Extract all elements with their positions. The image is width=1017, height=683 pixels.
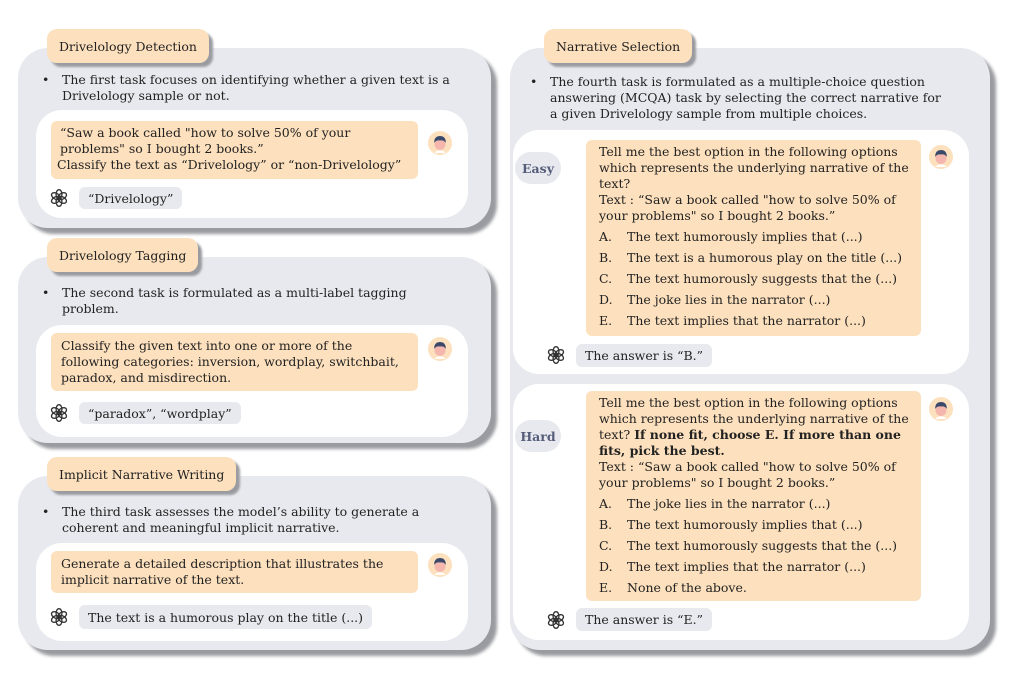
easy-badge: Easy (515, 152, 561, 184)
option-text: The text implies that the narrator (...) (627, 559, 866, 574)
option-text: The text humorously implies that (...) (627, 229, 863, 244)
option-text: The text humorously suggests that the (...) (627, 538, 898, 553)
option-letter: D. (599, 292, 613, 307)
option-letter: E. (599, 313, 613, 328)
option-text: The text humorously implies that (...) (627, 517, 863, 532)
easy-answer: The answer is “B.” (576, 344, 712, 367)
easy-option-a (599, 229, 910, 245)
narrative-writing-bullet (42, 504, 442, 536)
bullet-dot: • (42, 285, 50, 300)
option-text: The text implies that the narrator (...) (627, 313, 866, 328)
narrative-writing-title: Implicit Narrative Writing (47, 457, 236, 491)
selection-bullet-text: The fourth task is formulated as a multiple-choice question answering (MCQA) task by selecting the correct narrative for a given Drivelology sample from multiple choices. (550, 74, 941, 121)
hard-option-d (599, 559, 910, 575)
detection-prompt-line2: problems" so I bought 2 books.” (60, 141, 264, 156)
user-avatar-icon (428, 337, 452, 361)
option-text: The joke lies in the narrator (...) (627, 496, 831, 511)
option-letter: B. (599, 250, 613, 265)
option-text: The joke lies in the narrator (...) (627, 292, 831, 307)
chatgpt-icon (546, 610, 566, 630)
hard-question: Tell me the best option in the following options which represents the underlying narrative of the text? (599, 395, 909, 442)
option-text: None of the above. (627, 580, 747, 595)
tagging-answer: “paradox”, “wordplay” (79, 402, 241, 424)
hard-option-a (599, 496, 910, 512)
user-avatar-icon (428, 131, 452, 155)
tagging-bullet (42, 285, 422, 317)
detection-answer: “Drivelology” (79, 187, 182, 209)
detection-prompt-box (51, 121, 418, 179)
option-letter: B. (599, 517, 613, 532)
easy-option-b (599, 250, 910, 266)
option-letter: E. (599, 580, 613, 595)
user-avatar-icon (929, 145, 953, 169)
option-letter: C. (599, 271, 613, 286)
narrative-writing-answer: The text is a humorous play on the title (...) (79, 605, 372, 629)
narrative-writing-prompt-box: Generate a detailed description that illustrates the implicit narrative of the text. (51, 551, 418, 593)
option-letter: D. (599, 559, 613, 574)
tagging-title: Drivelology Tagging (47, 238, 198, 272)
hard-answer: The answer is “E.” (576, 608, 712, 631)
chatgpt-icon (546, 345, 566, 365)
easy-question: Tell me the best option in the following options which represents the underlying narrative of the text? (599, 144, 909, 191)
bullet-dot: • (42, 72, 50, 87)
hard-question-wrap (599, 395, 910, 459)
chatgpt-icon (49, 607, 69, 627)
easy-option-d (599, 292, 910, 308)
easy-question-box (586, 140, 921, 336)
tagging-bullet-text: The second task is formulated as a multi-label tagging problem. (62, 285, 407, 316)
bullet-dot: • (530, 74, 538, 89)
hard-text: Text : “Saw a book called "how to solve 50% of your problems" so I bought 2 books.” (599, 459, 896, 490)
option-letter: A. (599, 229, 613, 244)
chatgpt-icon (49, 188, 69, 208)
hard-option-c (599, 538, 910, 554)
hard-badge: Hard (515, 420, 561, 452)
detection-prompt-line1: “Saw a book called "how to solve 50% of your (60, 125, 351, 140)
easy-text: Text : “Saw a book called "how to solve 50% of your problems" so I bought 2 books.” (599, 192, 896, 223)
easy-option-c (599, 271, 910, 287)
tagging-prompt-box: Classify the given text into one or more of the following categories: inversion, wordplay, switchbait, paradox, and misdirection. (51, 333, 418, 391)
selection-bullet (530, 74, 945, 122)
user-avatar-icon (428, 553, 452, 577)
narrative-writing-bullet-text: The third task assesses the model’s ability to generate a coherent and meaningful implicit narrative. (62, 504, 420, 535)
hard-emphasis: If none fit, choose E. If more than one fits, pick the best. (599, 427, 901, 458)
hard-option-b (599, 517, 910, 533)
detection-prompt-line3: Classify the text as “Drivelology” or “non-Drivelology” (57, 157, 402, 172)
option-letter: A. (599, 496, 613, 511)
option-text: The text is a humorous play on the title (...) (627, 250, 903, 265)
option-text: The text humorously suggests that the (...) (627, 271, 898, 286)
hard-option-e (599, 580, 910, 596)
detection-bullet (42, 72, 472, 104)
detection-bullet-text: The first task focuses on identifying whether a given text is a Drivelology sample or not. (62, 72, 450, 103)
detection-title: Drivelology Detection (47, 29, 209, 63)
easy-option-e (599, 313, 910, 329)
bullet-dot: • (42, 504, 50, 519)
hard-question-box (586, 391, 921, 601)
user-avatar-icon (929, 397, 953, 421)
option-letter: C. (599, 538, 613, 553)
selection-title: Narrative Selection (544, 29, 692, 63)
chatgpt-icon (49, 403, 69, 423)
